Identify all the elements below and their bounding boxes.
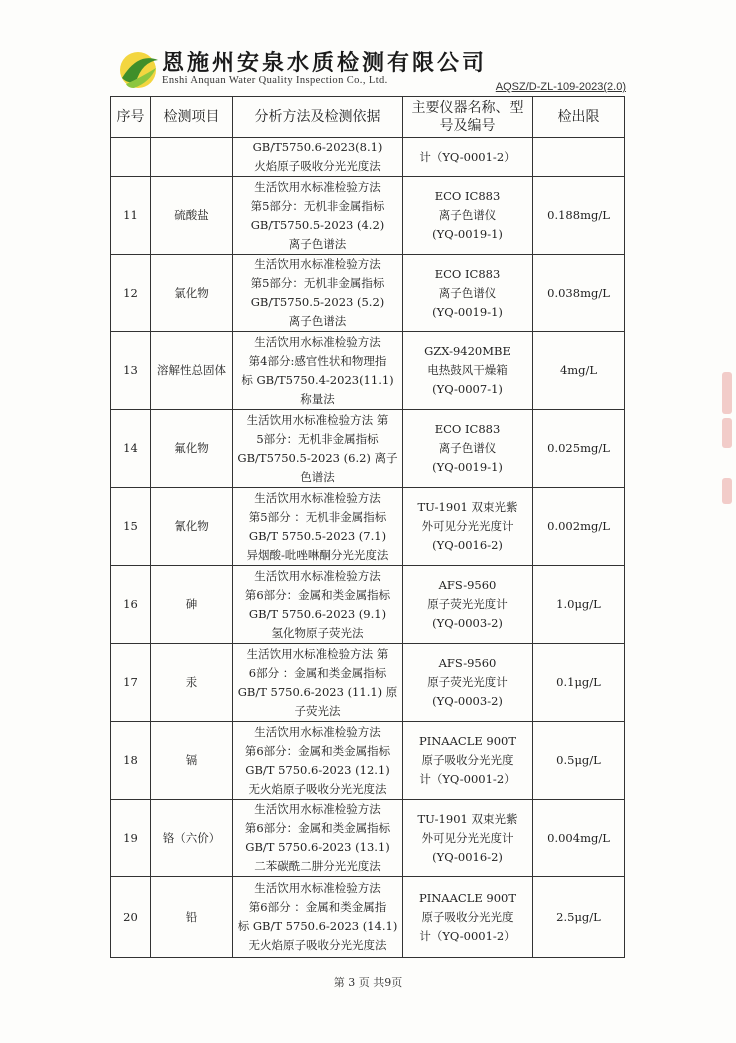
- cell-test-item: 汞: [151, 644, 233, 722]
- cell-instrument-line: TU-1901 双束光紫: [417, 811, 518, 826]
- cell-instrument-line: (YQ-0019-1): [432, 460, 503, 474]
- cell-serial: 20: [111, 877, 151, 958]
- table-row: [111, 177, 625, 255]
- cell-serial: [111, 138, 151, 177]
- cell-test-item: 氟化物: [151, 410, 233, 488]
- cell-serial: 12: [111, 255, 151, 332]
- cell-test-item: 氰化物: [151, 488, 233, 566]
- cell-instrument-line: 离子色谱仪: [438, 208, 497, 222]
- cell-instrument: [403, 255, 533, 332]
- cell-instrument-line: 外可见分光光度计: [421, 519, 514, 533]
- cell-method-line: 第6部分 ：金属和类金属指: [248, 900, 387, 914]
- document-code: AQSZ/D-ZL-109-2023(2.0): [495, 81, 626, 93]
- cell-instrument: [403, 332, 533, 410]
- cell-instrument-line: 计（YQ-0001-2）: [419, 928, 516, 943]
- cell-instrument: [403, 138, 533, 177]
- cell-method: [233, 138, 403, 177]
- cell-method-line: 第6部分：金属和类金属指标: [244, 587, 391, 602]
- cell-instrument-line: (YQ-0016-2): [432, 538, 503, 552]
- cell-method-line: GB/T5750.5-2023 (6.2) 离子: [237, 450, 398, 465]
- cell-method-line: GB/T5750.5-2023 (4.2): [250, 217, 385, 232]
- cell-test-item: 铬（六价）: [151, 800, 233, 877]
- cell-test-item: 硫酸盐: [151, 177, 233, 255]
- detection-methods-table: [110, 96, 625, 958]
- cell-test-item: 砷: [151, 566, 233, 644]
- cell-method: [233, 488, 403, 566]
- cell-instrument-line: (YQ-0007-1): [432, 382, 503, 396]
- cell-method-line: 称量法: [300, 391, 335, 406]
- cell-instrument-line: PINAACLE 900T: [418, 890, 517, 905]
- cell-method-line: GB/T 5750.6-2023 (11.1) 原: [237, 684, 398, 699]
- cell-instrument-line: (YQ-0003-2): [432, 694, 503, 708]
- cell-serial: 16: [111, 566, 151, 644]
- cell-instrument-line: 计（YQ-0001-2）: [419, 772, 516, 786]
- cell-method: [233, 177, 403, 255]
- table-row: [111, 644, 625, 722]
- cell-method-line: 第6部分：金属和类金属指标: [244, 821, 391, 835]
- cell-instrument: [403, 177, 533, 255]
- cell-instrument-line: 离子色谱仪: [438, 285, 497, 300]
- cell-method-line: 离子色谱法: [288, 236, 347, 251]
- cell-method-line: 生活饮用水标准检验方法: [254, 179, 381, 194]
- cell-method-line: 异烟酸-吡唑啉酮分光光度法: [246, 547, 389, 562]
- table-row: [111, 410, 625, 488]
- cell-detection-limit: 2.5μg/L: [533, 877, 625, 958]
- company-name-en: Enshi Anquan Water Quality Inspection Co., Ltd.: [162, 75, 388, 86]
- company-name-cn: 恩施州安泉水质检测有限公司: [162, 50, 488, 76]
- table-row: [111, 488, 625, 566]
- cell-serial: 18: [111, 722, 151, 800]
- cell-test-item: 溶解性总固体: [151, 332, 233, 410]
- cell-instrument-line: PINAACLE 900T: [418, 734, 517, 748]
- cell-method: [233, 410, 403, 488]
- cell-serial: 14: [111, 410, 151, 488]
- cell-method-line: 5部分：无机非金属指标: [256, 431, 379, 446]
- cell-test-item: [151, 138, 233, 177]
- cell-detection-limit: 0.004mg/L: [533, 800, 625, 877]
- table-row: [111, 722, 625, 800]
- cell-test-item: 氯化物: [151, 255, 233, 332]
- cell-instrument-line: (YQ-0019-1): [432, 304, 503, 319]
- cell-method-line: 第6部分：金属和类金属指标: [244, 743, 391, 758]
- cell-serial: 11: [111, 177, 151, 255]
- cell-instrument: [403, 410, 533, 488]
- cell-serial: 17: [111, 644, 151, 722]
- red-stamp-edge: [722, 372, 732, 414]
- cell-method: [233, 722, 403, 800]
- cell-detection-limit: 0.038mg/L: [533, 255, 625, 332]
- cell-method-line: 无火焰原子吸收分光光度法: [248, 938, 387, 952]
- cell-method: [233, 800, 403, 877]
- cell-detection-limit: 0.002mg/L: [533, 488, 625, 566]
- cell-method-line: 生活饮用水标准检验方法: [254, 881, 381, 895]
- cell-instrument-line: (YQ-0019-1): [432, 227, 503, 241]
- cell-method-line: 标 GB/T 5750.6-2023 (14.1): [237, 919, 398, 933]
- cell-instrument-line: AFS-9560: [438, 578, 497, 592]
- cell-method-line: 子荧光法: [294, 703, 341, 718]
- cell-method-line: 色谱法: [300, 469, 335, 484]
- cell-instrument-line: TU-1901 双束光紫: [417, 500, 518, 514]
- cell-method-line: 无火焰原子吸收分光光度法: [248, 781, 387, 796]
- cell-instrument-line: 原子荧光光度计: [427, 675, 508, 689]
- cell-instrument-line: 原子吸收分光光度: [421, 909, 514, 924]
- cell-method: [233, 255, 403, 332]
- header-serial: 序号: [111, 97, 151, 138]
- cell-instrument-line: (YQ-0003-2): [432, 616, 503, 630]
- cell-method-line: 生活饮用水标准检验方法 第: [246, 646, 389, 661]
- table-row: [111, 877, 625, 958]
- cell-method-line: 第5部分：无机非金属指标: [250, 198, 385, 213]
- cell-instrument: [403, 800, 533, 877]
- page-number: 第 3 页 共9页: [333, 976, 403, 989]
- cell-method-line: GB/T 5750.6-2023 (9.1): [248, 606, 387, 621]
- cell-method-line: GB/T 5750.5-2023 (7.1): [248, 528, 387, 543]
- cell-instrument-line: 电热鼓风干燥箱: [427, 363, 508, 377]
- red-stamp-edge: [722, 418, 732, 448]
- cell-detection-limit: 4mg/L: [533, 332, 625, 410]
- cell-instrument-line: ECO IC883: [434, 266, 501, 281]
- table-row: [111, 255, 625, 332]
- cell-method-line: 生活饮用水标准检验方法: [254, 568, 381, 583]
- cell-method-line: 生活饮用水标准检验方法: [254, 334, 381, 349]
- report-header: [116, 44, 626, 98]
- header-detection-limit: 检出限: [533, 97, 625, 138]
- cell-method: [233, 332, 403, 410]
- cell-instrument: [403, 722, 533, 800]
- cell-detection-limit: 0.5μg/L: [533, 722, 625, 800]
- cell-instrument-line: 离子色谱仪: [438, 441, 497, 455]
- cell-method-line: 生活饮用水标准检验方法: [254, 802, 381, 816]
- cell-detection-limit: [533, 138, 625, 177]
- table-row: [111, 800, 625, 877]
- cell-method: [233, 644, 403, 722]
- cell-method-line: 生活饮用水标准检验方法: [254, 490, 381, 505]
- cell-detection-limit: 0.188mg/L: [533, 177, 625, 255]
- cell-method-line: GB/T5750.5-2023 (5.2): [250, 295, 385, 309]
- cell-instrument: [403, 644, 533, 722]
- cell-method-line: 生活饮用水标准检验方法: [254, 724, 381, 739]
- cell-test-item: 铅: [151, 877, 233, 958]
- company-logo-icon: [116, 48, 162, 92]
- cell-instrument-line: AFS-9560: [438, 656, 497, 670]
- red-stamp-edge: [722, 478, 732, 504]
- cell-method-line: GB/T 5750.6-2023 (12.1): [245, 762, 390, 777]
- cell-method-line: 第4部分:感官性状和物理指: [248, 353, 387, 368]
- cell-detection-limit: 0.1μg/L: [533, 644, 625, 722]
- cell-method: [233, 877, 403, 958]
- cell-instrument-line: 外可见分光光度计: [421, 830, 514, 845]
- table-row: [111, 138, 625, 177]
- table-header-row: [111, 97, 625, 138]
- cell-instrument-line: 原子吸收分光光度: [421, 753, 514, 767]
- cell-method-line: 第5部分 ：无机非金属指标: [248, 509, 387, 524]
- cell-detection-limit: 0.025mg/L: [533, 410, 625, 488]
- cell-method: [233, 566, 403, 644]
- cell-method-line: 生活饮用水标准检验方法 第: [246, 412, 389, 427]
- cell-serial: 19: [111, 800, 151, 877]
- cell-detection-limit: 1.0μg/L: [533, 566, 625, 644]
- cell-method-line: 氢化物原子荧光法: [271, 625, 364, 640]
- cell-method-line: GB/T5750.6-2023(8.1): [252, 140, 383, 154]
- table-row: [111, 332, 625, 410]
- cell-method-line: 生活饮用水标准检验方法: [254, 257, 381, 271]
- cell-instrument-line: GZX-9420MBE: [424, 344, 511, 358]
- cell-serial: 13: [111, 332, 151, 410]
- cell-method-line: 第5部分：无机非金属指标: [250, 276, 385, 290]
- cell-instrument-line: (YQ-0016-2): [432, 849, 503, 864]
- cell-method-line: GB/T 5750.6-2023 (13.1): [245, 840, 390, 854]
- table-row: [111, 566, 625, 644]
- cell-instrument: [403, 877, 533, 958]
- cell-instrument: [403, 566, 533, 644]
- cell-method-line: 二苯碳酰二肼分光光度法: [254, 859, 381, 873]
- cell-instrument-line: 计（YQ-0001-2）: [419, 149, 516, 164]
- cell-method-line: 火焰原子吸收分光光度法: [254, 159, 381, 173]
- cell-method-line: 标 GB/T5750.4-2023(11.1): [241, 372, 394, 387]
- cell-test-item: 镉: [151, 722, 233, 800]
- cell-instrument-line: 原子荧光光度计: [427, 597, 508, 611]
- cell-method-line: 离子色谱法: [288, 314, 347, 328]
- cell-serial: 15: [111, 488, 151, 566]
- cell-instrument-line: ECO IC883: [434, 422, 501, 436]
- header-instrument: 主要仪器名称、型号及编号: [403, 97, 533, 138]
- cell-instrument-line: ECO IC883: [434, 189, 501, 203]
- cell-method-line: 6部分 ：金属和类金属指标: [248, 665, 387, 680]
- header-test-item: 检测项目: [151, 97, 233, 138]
- cell-instrument: [403, 488, 533, 566]
- header-method: 分析方法及检测依据: [233, 97, 403, 138]
